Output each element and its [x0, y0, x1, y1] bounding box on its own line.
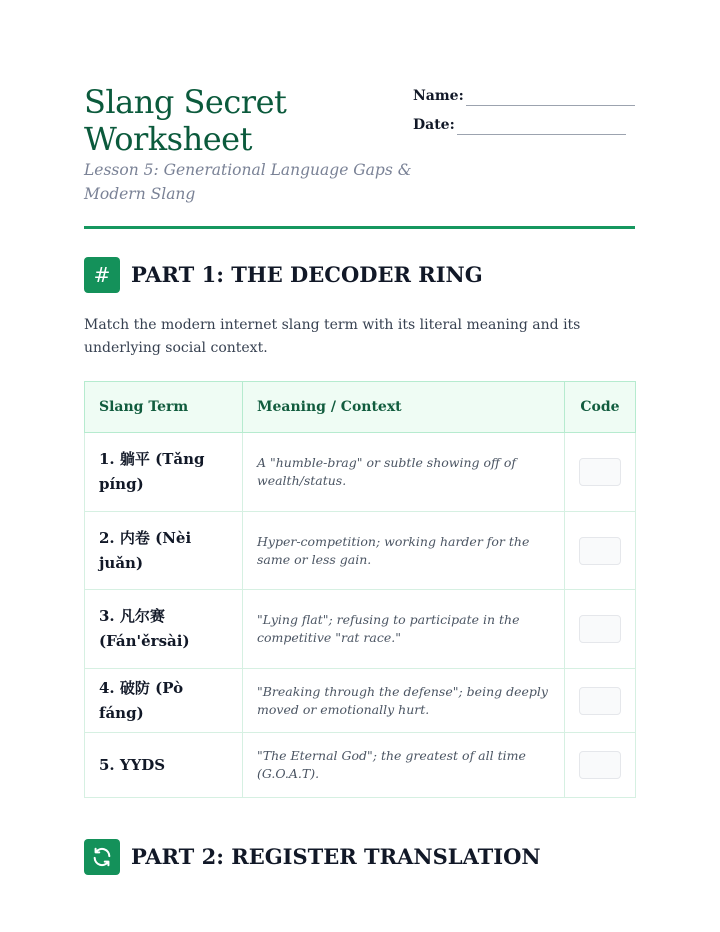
- date-label: Date:: [413, 117, 455, 133]
- date-field: [413, 115, 635, 144]
- code-input[interactable]: [579, 537, 621, 565]
- slang-meaning: "The Eternal God"; the greatest of all time (G.O.A.T).: [243, 733, 565, 798]
- name-field: [413, 86, 635, 115]
- slang-meaning: "Lying flat"; refusing to participate in the competitive "rat race.": [243, 590, 565, 669]
- code-input[interactable]: [579, 751, 621, 779]
- slang-term: 3. 凡尔赛 (Fán'ěrsài): [85, 590, 243, 669]
- code-cell: [565, 512, 636, 590]
- hash-icon: #: [84, 257, 120, 293]
- code-cell: [565, 433, 636, 512]
- date-line: [457, 134, 626, 135]
- table-row: [85, 733, 636, 798]
- part2-title: PART 2: REGISTER TRANSLATION: [131, 844, 541, 869]
- slang-meaning: Hyper-competition; working harder for the same or less gain.: [243, 512, 565, 590]
- header-divider: [84, 226, 635, 229]
- slang-term: 2. 内卷 (Nèi juǎn): [85, 512, 243, 590]
- student-info: [413, 86, 635, 144]
- code-input[interactable]: [579, 458, 621, 486]
- column-header-code: Code: [565, 382, 636, 433]
- table-row: [85, 590, 636, 669]
- column-header-term: Slang Term: [85, 382, 243, 433]
- column-header-meaning: Meaning / Context: [243, 382, 565, 433]
- refresh-icon: [84, 839, 120, 875]
- slang-meaning: A "humble-brag" or subtle showing off of wealth/status.: [243, 433, 565, 512]
- worksheet-subtitle: Lesson 5: Generational Language Gaps & Modern Slang: [84, 161, 412, 203]
- worksheet-header: [84, 84, 635, 230]
- slang-term: 5. YYDS: [85, 733, 243, 798]
- worksheet-title: Slang Secret Worksheet: [84, 83, 287, 158]
- code-cell: [565, 733, 636, 798]
- part1-heading: [84, 257, 644, 293]
- slang-term: 4. 破防 (Pò fáng): [85, 669, 243, 733]
- slang-table: [84, 381, 636, 798]
- table-row: [85, 512, 636, 590]
- code-input[interactable]: [579, 687, 621, 715]
- table-header-row: [85, 382, 636, 433]
- code-cell: [565, 590, 636, 669]
- code-cell: [565, 669, 636, 733]
- name-label: Name:: [413, 88, 464, 104]
- table-row: [85, 433, 636, 512]
- part1-title: PART 1: THE DECODER RING: [131, 262, 483, 287]
- table-row: [85, 669, 636, 733]
- part2-heading: [84, 839, 644, 875]
- code-input[interactable]: [579, 615, 621, 643]
- slang-meaning: "Breaking through the defense"; being deeply moved or emotionally hurt.: [243, 669, 565, 733]
- part1-instructions: Match the modern internet slang term with its literal meaning and its underlying social context.: [84, 317, 581, 356]
- name-line: [466, 105, 635, 106]
- slang-term: 1. 躺平 (Tǎng píng): [85, 433, 243, 512]
